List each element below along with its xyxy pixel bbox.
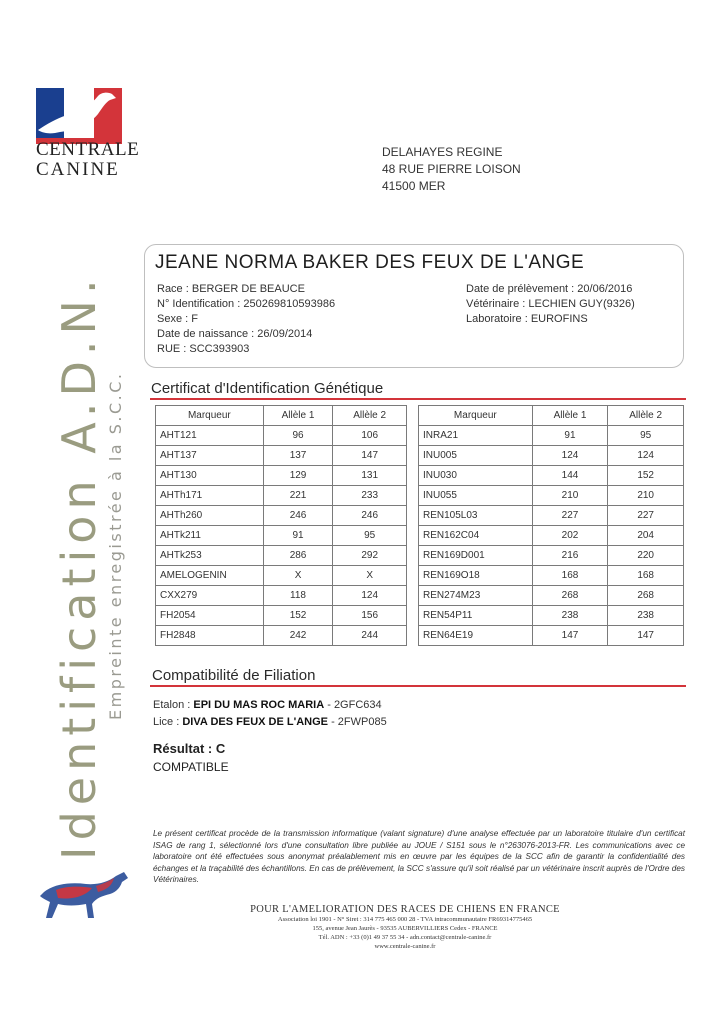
logo-wordmark <box>36 139 140 180</box>
recipient-name: DELAHAYES REGINE <box>382 145 503 159</box>
table-row <box>419 486 684 506</box>
footer-association: Association loi 1901 - N° Siret : 314 775 465 000 28 - TVA intracommunautaire FR69314775465 <box>277 916 533 923</box>
logo-line1: CENTRALE <box>36 139 140 160</box>
marker-cell: AHT121 <box>156 426 264 446</box>
footer-address: 155, avenue Jean Jaurès - 93535 AUBERVILLIERS Cedex - FRANCE <box>312 925 498 932</box>
header-allele-1: Allèle 1 <box>532 406 608 426</box>
marker-cell: FH2054 <box>156 606 264 626</box>
allele-1-cell: 137 <box>263 446 333 466</box>
info-rue: RUE : SCC393903 <box>157 342 335 357</box>
table-row <box>156 446 407 466</box>
marker-cell: AHT137 <box>156 446 264 466</box>
etalon-id: - 2GFC634 <box>327 699 382 711</box>
allele-2-cell: 152 <box>608 466 684 486</box>
allele-2-cell: 131 <box>333 466 407 486</box>
allele-1-cell: 118 <box>263 586 333 606</box>
lice-label: Lice : <box>153 716 180 728</box>
allele-1-cell: X <box>263 566 333 586</box>
vertical-title: Identification A.D.N. <box>52 273 106 860</box>
allele-1-cell: 152 <box>263 606 333 626</box>
table-row <box>419 626 684 646</box>
marker-cell: INU005 <box>419 446 533 466</box>
allele-2-cell: 204 <box>608 526 684 546</box>
table-row <box>419 606 684 626</box>
allele-1-cell: 216 <box>532 546 608 566</box>
table-header-row <box>419 406 684 426</box>
legal-notice: Le présent certificat procède de la transmission informatique (valant signature) d'une analyse effectuée par un laboratoire titulaire d'un certificat ISAG de rang 1, sélectionné lors d'une consultation libre publiée au JOUE / S151 sous le n°263076-2013-FR. Les communications avec ce laboratoire ont été effectuées sous anonymat préalablement mis en œuvre par les équipes de la SCC afin de garantir la confidentialité des échanges et la traçabilité des échantillons. En cas de prélèvement, la SCC s'assure qu'il soit réalisé par un vétérinaire inscrit auprès de l'Ordre des Vétérinaires. <box>153 829 685 884</box>
footer-contact: Tél. ADN : +33 (0)1 49 37 55 34 - adn.contact@centrale-canine.fr <box>318 934 492 941</box>
table-row <box>156 566 407 586</box>
table-row <box>156 526 407 546</box>
table-header-row <box>156 406 407 426</box>
allele-2-cell: 220 <box>608 546 684 566</box>
recipient-street: 48 RUE PIERRE LOISON <box>382 162 521 176</box>
result-label: Résultat : C <box>153 741 226 756</box>
allele-2-cell: 233 <box>333 486 407 506</box>
lice-line <box>153 714 387 731</box>
lice-name: DIVA DES FEUX DE L'ANGE <box>182 716 328 728</box>
marker-cell: REN54P11 <box>419 606 533 626</box>
centrale-canine-logo-icon <box>36 88 122 144</box>
header-marqueur: Marqueur <box>156 406 264 426</box>
allele-1-cell: 210 <box>532 486 608 506</box>
dog-info-right <box>466 282 635 327</box>
marker-cell: AHTh171 <box>156 486 264 506</box>
footer-tagline: POUR L'AMELIORATION DES RACES DE CHIENS EN FRANCE <box>250 904 560 915</box>
footer <box>240 904 570 951</box>
allele-2-cell: 95 <box>608 426 684 446</box>
marker-cell: REN169D001 <box>419 546 533 566</box>
marker-cell: REN105L03 <box>419 506 533 526</box>
allele-2-cell: 124 <box>608 446 684 466</box>
header-marqueur: Marqueur <box>419 406 533 426</box>
marker-cell: REN64E19 <box>419 626 533 646</box>
section-divider <box>150 685 686 687</box>
lice-id: - 2FWP085 <box>331 716 387 728</box>
allele-2-cell: 156 <box>333 606 407 626</box>
marker-cell: CXX279 <box>156 586 264 606</box>
allele-2-cell: 95 <box>333 526 407 546</box>
allele-1-cell: 246 <box>263 506 333 526</box>
table-row <box>156 626 407 646</box>
table-row <box>419 586 684 606</box>
etalon-line <box>153 697 387 714</box>
marker-cell: FH2848 <box>156 626 264 646</box>
genetic-table-right <box>418 405 684 646</box>
allele-1-cell: 91 <box>532 426 608 446</box>
marker-cell: REN274M23 <box>419 586 533 606</box>
allele-2-cell: 244 <box>333 626 407 646</box>
allele-1-cell: 202 <box>532 526 608 546</box>
table-row <box>419 546 684 566</box>
genetic-section-title: Certificat d'Identification Génétique <box>151 380 384 397</box>
allele-2-cell: 210 <box>608 486 684 506</box>
info-date-naissance: Date de naissance : 26/09/2014 <box>157 327 335 342</box>
allele-1-cell: 147 <box>532 626 608 646</box>
info-identification: N° Identification : 250269810593986 <box>157 297 335 312</box>
allele-1-cell: 286 <box>263 546 333 566</box>
table-row <box>156 506 407 526</box>
allele-1-cell: 268 <box>532 586 608 606</box>
allele-2-cell: 227 <box>608 506 684 526</box>
table-row <box>419 506 684 526</box>
allele-1-cell: 238 <box>532 606 608 626</box>
dog-illustration-icon <box>36 862 136 922</box>
allele-1-cell: 91 <box>263 526 333 546</box>
allele-2-cell: 292 <box>333 546 407 566</box>
allele-2-cell: 147 <box>608 626 684 646</box>
dog-name: JEANE NORMA BAKER DES FEUX DE L'ANGE <box>155 252 585 273</box>
marker-cell: AHTk211 <box>156 526 264 546</box>
result-value: COMPATIBLE <box>153 760 229 774</box>
marker-cell: INRA21 <box>419 426 533 446</box>
info-laboratoire: Laboratoire : EUROFINS <box>466 312 635 327</box>
header-allele-2: Allèle 2 <box>333 406 407 426</box>
info-date-prelevement: Date de prélèvement : 20/06/2016 <box>466 282 635 297</box>
table-row <box>419 466 684 486</box>
table-row <box>156 546 407 566</box>
genetic-table-left <box>155 405 407 646</box>
section-divider <box>150 398 686 400</box>
allele-2-cell: 246 <box>333 506 407 526</box>
etalon-name: EPI DU MAS ROC MARIA <box>193 699 325 711</box>
info-veterinaire: Vétérinaire : LECHIEN GUY(9326) <box>466 297 635 312</box>
info-sexe: Sexe : F <box>157 312 335 327</box>
logo-line2: CANINE <box>36 159 120 180</box>
allele-2-cell: 168 <box>608 566 684 586</box>
marker-cell: REN162C04 <box>419 526 533 546</box>
marker-cell: AHTh260 <box>156 506 264 526</box>
allele-2-cell: 147 <box>333 446 407 466</box>
allele-1-cell: 144 <box>532 466 608 486</box>
allele-1-cell: 129 <box>263 466 333 486</box>
table-row <box>419 566 684 586</box>
allele-2-cell: X <box>333 566 407 586</box>
allele-1-cell: 96 <box>263 426 333 446</box>
header-allele-1: Allèle 1 <box>263 406 333 426</box>
recipient-address <box>382 144 521 195</box>
header-allele-2: Allèle 2 <box>608 406 684 426</box>
allele-1-cell: 124 <box>532 446 608 466</box>
table-row <box>156 606 407 626</box>
filiation-parents <box>153 697 387 731</box>
table-row <box>156 466 407 486</box>
allele-1-cell: 242 <box>263 626 333 646</box>
allele-1-cell: 227 <box>532 506 608 526</box>
table-row <box>419 446 684 466</box>
table-row <box>419 426 684 446</box>
table-row <box>419 526 684 546</box>
dog-info-left <box>157 282 335 357</box>
allele-2-cell: 238 <box>608 606 684 626</box>
allele-2-cell: 124 <box>333 586 407 606</box>
marker-cell: REN169O18 <box>419 566 533 586</box>
marker-cell: AHTk253 <box>156 546 264 566</box>
marker-cell: AMELOGENIN <box>156 566 264 586</box>
allele-1-cell: 221 <box>263 486 333 506</box>
vertical-subtitle: Empreinte enregistrée à la S.C.C. <box>106 371 125 720</box>
allele-2-cell: 106 <box>333 426 407 446</box>
allele-2-cell: 268 <box>608 586 684 606</box>
allele-1-cell: 168 <box>532 566 608 586</box>
marker-cell: INU030 <box>419 466 533 486</box>
table-row <box>156 486 407 506</box>
table-row <box>156 586 407 606</box>
info-race: Race : BERGER DE BEAUCE <box>157 282 335 297</box>
recipient-city: 41500 MER <box>382 179 446 193</box>
marker-cell: INU055 <box>419 486 533 506</box>
footer-website: www.centrale-canine.fr <box>374 943 436 950</box>
filiation-section-title: Compatibilité de Filiation <box>152 667 316 684</box>
filiation-result <box>153 740 229 776</box>
marker-cell: AHT130 <box>156 466 264 486</box>
etalon-label: Etalon : <box>153 699 191 711</box>
table-row <box>156 426 407 446</box>
